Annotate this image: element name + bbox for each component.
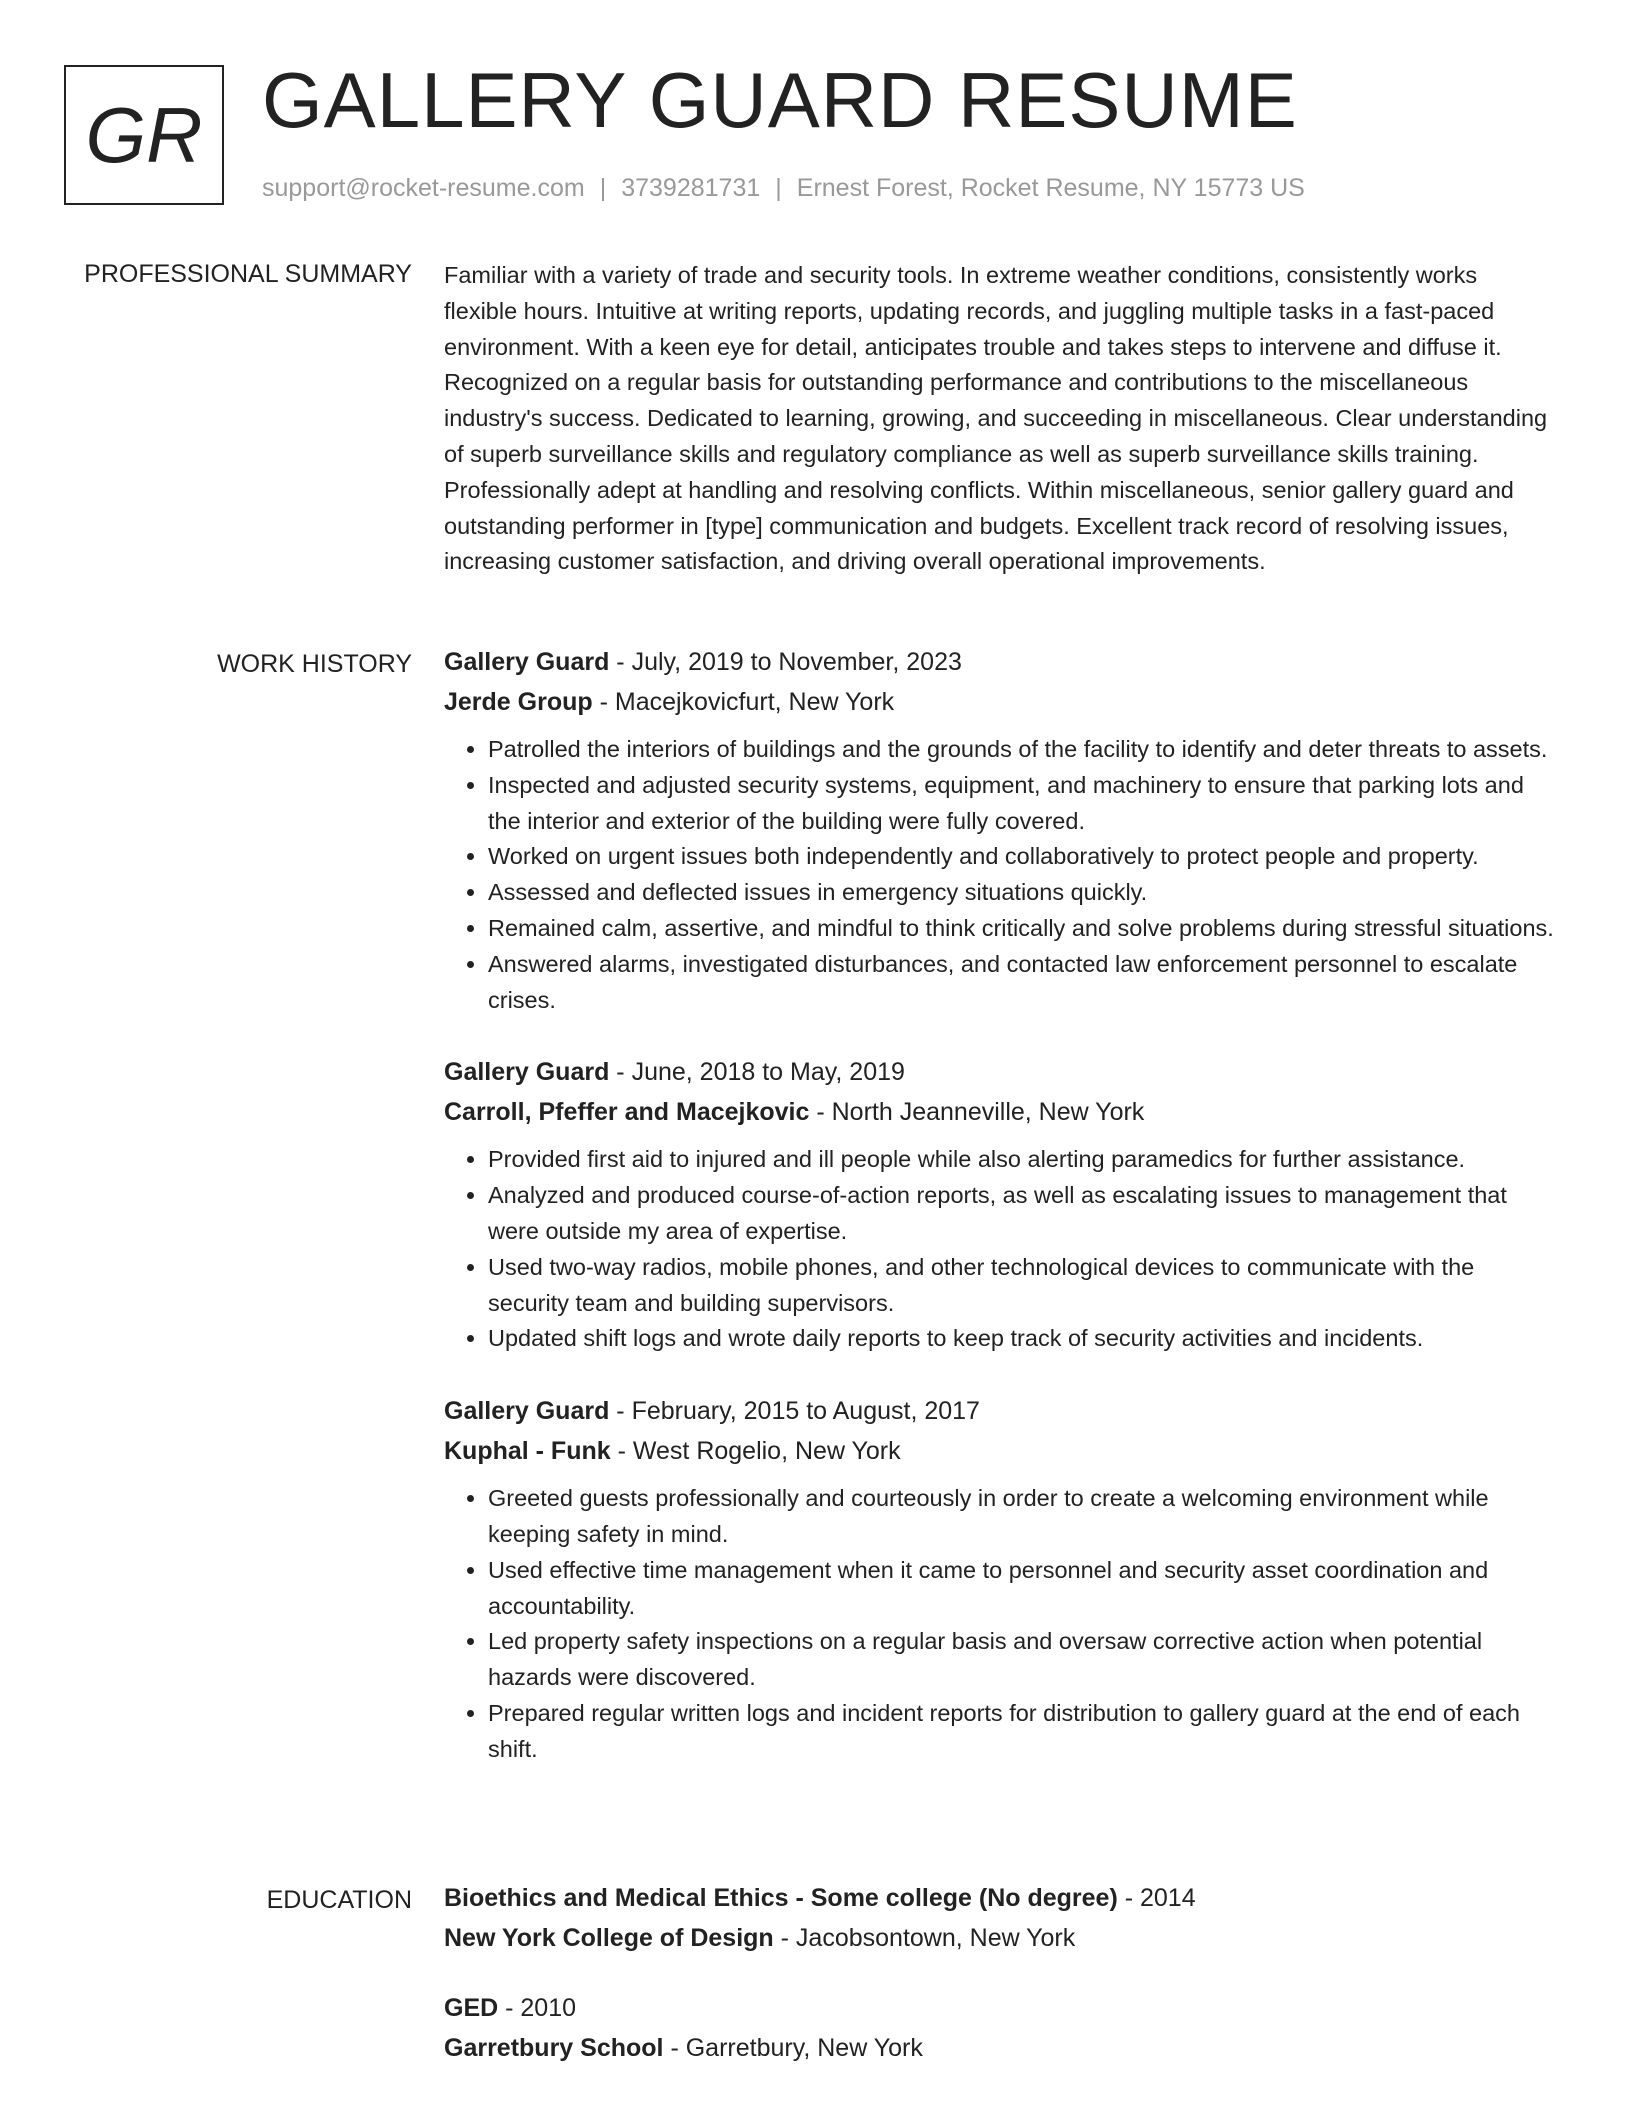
education-school-line	[444, 1918, 1554, 1958]
job-company: Jerde Group	[444, 688, 593, 716]
job-company-line	[444, 1092, 1554, 1132]
bullet-item: • Worked on urgent issues both independently and collaboratively to protect people and property.	[488, 839, 1554, 875]
job-location: - North Jeanneville, New York	[809, 1098, 1145, 1127]
bullet-item: • Answered alarms, investigated disturbances, and contacted law enforcement personnel to escalate crises.	[488, 947, 1554, 1019]
job-bullets	[444, 1142, 1554, 1357]
resume-title: GALLERY GUARD RESUME	[262, 56, 1298, 144]
education-school-line	[444, 2028, 1554, 2068]
education-entry	[444, 1878, 1554, 1958]
contact-address: Ernest Forest, Rocket Resume, NY 15773 US	[796, 174, 1305, 202]
education-location: - Jacobsontown, New York	[773, 1924, 1076, 1952]
bullet-item: • Analyzed and produced course-of-action reports, as well as escalating issues to management that were outside my area of expertise.	[488, 1178, 1554, 1250]
job-title-line	[444, 1391, 1554, 1431]
job-entry	[444, 642, 1554, 1018]
job-entry	[444, 1052, 1554, 1357]
education-year: - 2010	[498, 1994, 577, 2022]
job-bullets	[444, 1481, 1554, 1767]
education-school: Garretbury School	[444, 2034, 664, 2062]
bullet-item: • Greeted guests professionally and courteously in order to create a welcoming environment while keeping safety in mind.	[488, 1481, 1554, 1553]
job-location: - Macejkovicfurt, New York	[592, 688, 895, 716]
contact-separator: |	[775, 174, 782, 202]
bullet-item: • Prepared regular written logs and incident reports for distribution to gallery guard at the end of each shift.	[488, 1696, 1554, 1768]
education-degree-line	[444, 1878, 1554, 1918]
job-dates: - June, 2018 to May, 2019	[609, 1058, 905, 1087]
education-degree: Bioethics and Medical Ethics - Some college (No degree)	[444, 1884, 1118, 1912]
contact-separator: |	[599, 174, 607, 202]
education-entry	[444, 1988, 1554, 2068]
contact-line	[262, 174, 1305, 203]
work-history-list	[444, 642, 1554, 1802]
bullet-item: • Provided first aid to injured and ill people while also alerting paramedics for further assistance.	[488, 1142, 1554, 1178]
job-company: Carroll, Pfeffer and Macejkovic	[444, 1098, 810, 1127]
job-company-line	[444, 1431, 1554, 1471]
bullet-item: • Remained calm, assertive, and mindful to think critically and solve problems during stressful situations.	[488, 911, 1554, 947]
job-title-line	[444, 1052, 1554, 1092]
job-bullets	[444, 732, 1554, 1018]
job-title: Gallery Guard	[444, 1397, 610, 1426]
job-title: Gallery Guard	[444, 1058, 610, 1087]
section-heading-work-history: WORK HISTORY	[217, 650, 412, 678]
job-title-line	[444, 642, 1554, 682]
job-location: - West Rogelio, New York	[610, 1437, 901, 1466]
education-degree-line	[444, 1988, 1554, 2028]
education-list	[444, 1878, 1554, 2098]
job-dates: - February, 2015 to August, 2017	[609, 1397, 980, 1426]
education-degree: GED	[444, 1994, 499, 2022]
bullet-item: • Led property safety inspections on a regular basis and oversaw corrective action when potential hazards were discovered.	[488, 1624, 1554, 1696]
bullet-item: • Updated shift logs and wrote daily reports to keep track of security activities and incidents.	[488, 1321, 1554, 1357]
job-title: Gallery Guard	[444, 648, 610, 676]
bullet-item: • Used two-way radios, mobile phones, and other technological devices to communicate with the security team and building supervisors.	[488, 1250, 1554, 1322]
bullet-item: • Assessed and deflected issues in emergency situations quickly.	[488, 875, 1554, 911]
job-entry	[444, 1391, 1554, 1767]
section-heading-summary: PROFESSIONAL SUMMARY	[84, 260, 412, 288]
bullet-item: • Inspected and adjusted security systems, equipment, and machinery to ensure that parking lots and the interior and exterior of the building were fully covered.	[488, 768, 1554, 840]
bullet-item: • Used effective time management when it came to personnel and security asset coordination and accountability.	[488, 1553, 1554, 1625]
job-dates: - July, 2019 to November, 2023	[609, 648, 962, 676]
education-year: - 2014	[1117, 1884, 1196, 1912]
education-location: - Garretbury, New York	[663, 2034, 923, 2062]
education-school: New York College of Design	[444, 1924, 774, 1952]
bullet-item: • Patrolled the interiors of buildings and the grounds of the facility to identify and deter threats to assets.	[488, 732, 1554, 768]
job-company: Kuphal - Funk	[444, 1437, 611, 1466]
summary-text: Familiar with a variety of trade and security tools. In extreme weather conditions, consistently works flexible hours. Intuitive at writing reports, updating records, and juggling multiple tasks in a fast-paced environment. With a keen eye for detail, anticipates trouble and takes steps to intervene and diffuse it. Recognized on a regular basis for outstanding performance and contributions to the miscellaneous industry's success. Dedicated to learning, growing, and succeeding in miscellaneous. Clear understanding of superb surveillance skills and regulatory compliance as well as superb surveillance skills training. Professionally adept at handling and resolving conflicts. Within miscellaneous, senior gallery guard and outstanding performer in [type] communication and budgets. Excellent track record of resolving issues, increasing customer satisfaction, and driving overall operational improvements.	[444, 262, 1548, 575]
contact-phone: 3739281731	[621, 174, 761, 202]
monogram-initials: GR	[64, 65, 224, 205]
job-company-line	[444, 682, 1554, 722]
contact-email: support@rocket-resume.com	[262, 174, 585, 202]
section-heading-education: EDUCATION	[266, 1886, 412, 1914]
